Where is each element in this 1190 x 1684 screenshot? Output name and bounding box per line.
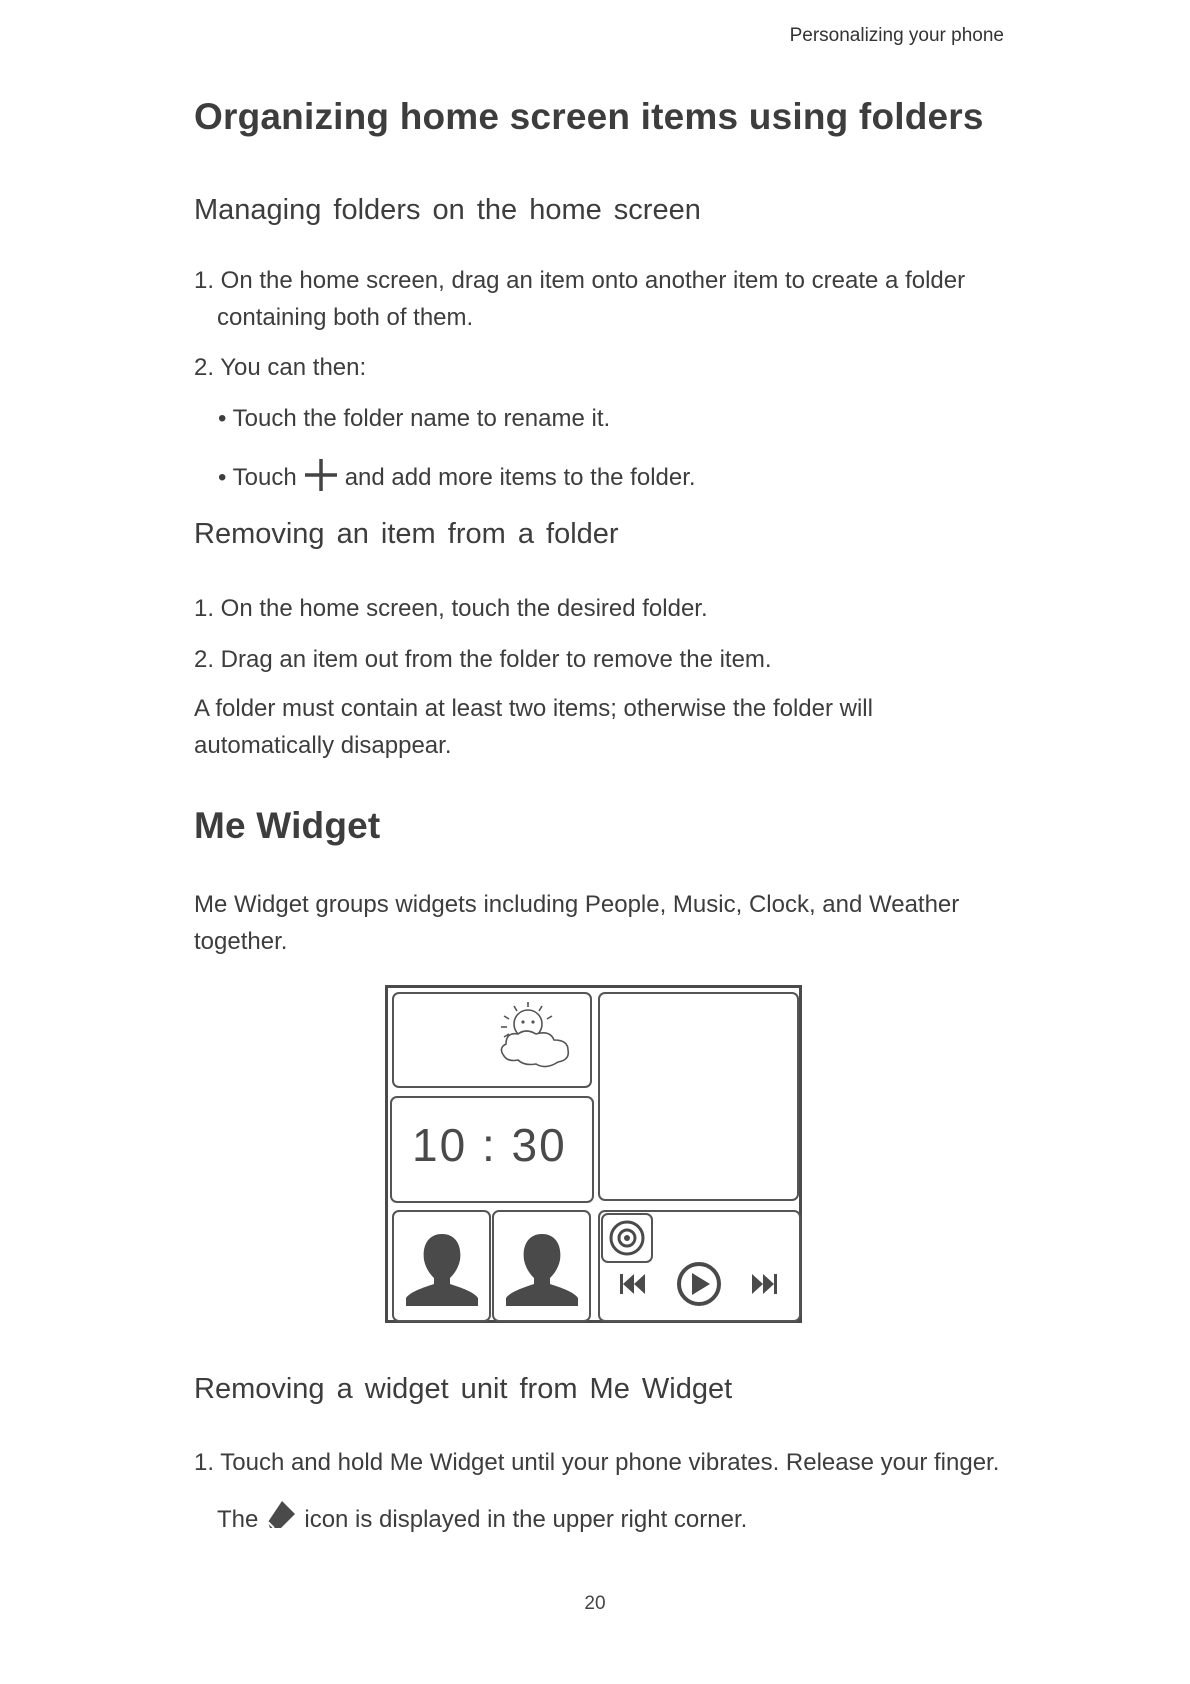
me-widget-intro-line2: together. xyxy=(194,928,288,955)
folder-note-line1: A folder must contain at least two items; otherwise the folder will xyxy=(194,695,873,722)
managing-step-1 xyxy=(194,262,965,336)
bullet-add-items-before: • Touch xyxy=(218,463,297,491)
running-header: Personalizing your phone xyxy=(789,25,1004,46)
removing-step-2: 2. Drag an item out from the folder to remove the item. xyxy=(194,646,772,673)
edit-icon xyxy=(264,1498,298,1543)
subsection-title-removing-widget: Removing a widget unit from Me Widget xyxy=(194,1373,733,1405)
play-icon xyxy=(679,1264,719,1304)
photo-widget-cell xyxy=(598,992,799,1201)
weather-widget-cell xyxy=(392,992,592,1088)
subsection-title-managing-folders: Managing folders on the home screen xyxy=(194,194,701,226)
person-icon xyxy=(494,1212,589,1320)
step-1b-after: icon is displayed in the upper right corner. xyxy=(304,1505,748,1533)
removing-step-1: 1. On the home screen, touch the desired folder. xyxy=(194,595,708,622)
subsection-title-removing-item: Removing an item from a folder xyxy=(194,518,619,550)
music-controls xyxy=(600,1212,799,1320)
sun-cloud-icon xyxy=(394,994,590,1086)
people-widget-cell-1 xyxy=(392,1210,491,1322)
me-widget-illustration xyxy=(385,985,802,1323)
page-number: 20 xyxy=(584,1593,606,1614)
previous-icon xyxy=(620,1274,645,1294)
managing-step-2: 2. You can then: xyxy=(194,354,367,381)
bullet-add-items-after: and add more items to the folder. xyxy=(344,463,696,491)
removing-widget-step-1: 1. Touch and hold Me Widget until your phone vibrates. Release your finger. xyxy=(194,1449,1000,1476)
section-title-folders: Organizing home screen items using folders xyxy=(194,96,984,137)
managing-step-1-line1: 1. On the home screen, drag an item onto another item to create a folder xyxy=(194,267,966,294)
person-icon xyxy=(394,1212,489,1320)
me-widget-intro xyxy=(194,886,959,960)
speaker-icon xyxy=(602,1214,652,1262)
plus-icon xyxy=(303,457,339,500)
next-icon xyxy=(752,1274,777,1294)
folder-note-line2: automatically disappear. xyxy=(194,732,452,759)
section-title-me-widget: Me Widget xyxy=(194,805,381,846)
bullet-add-items xyxy=(218,457,696,500)
clock-widget-cell xyxy=(390,1096,594,1203)
people-widget-cell-2 xyxy=(492,1210,591,1322)
music-widget-cell xyxy=(598,1210,801,1322)
removing-widget-step-1b xyxy=(217,1498,747,1543)
step-1b-before: The xyxy=(217,1505,259,1533)
managing-step-1-line2: containing both of them. xyxy=(217,304,474,331)
me-widget-intro-line1: Me Widget groups widgets including People, Music, Clock, and Weather xyxy=(194,891,960,918)
bullet-rename: • Touch the folder name to rename it. xyxy=(218,405,611,432)
folder-note xyxy=(194,690,873,764)
clock-time: 10 : 30 xyxy=(412,1119,567,1171)
